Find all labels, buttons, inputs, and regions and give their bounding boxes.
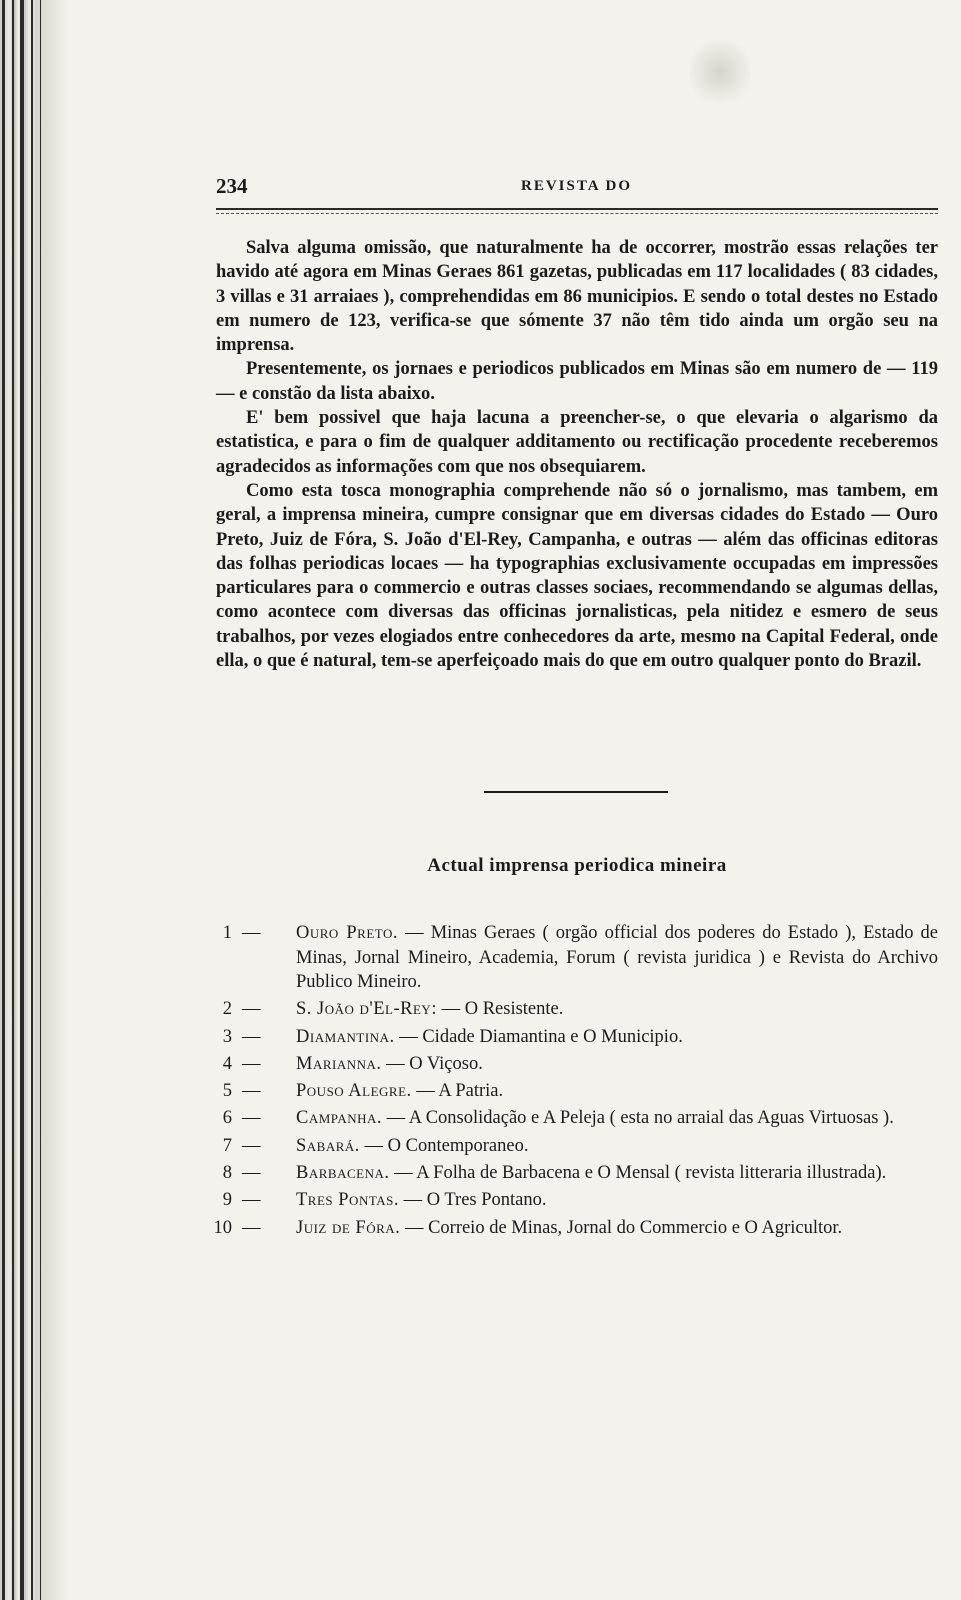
section-divider — [484, 791, 668, 793]
section-title: Actual imprensa periodica mineira — [427, 855, 727, 877]
list-item: 10 — Juiz de Fóra. — Correio de Minas, Jornal do Commercio e O Agricultor. — [216, 1216, 938, 1240]
item-place: Sabará. — [296, 1135, 360, 1156]
paragraph: E' bem possivel que haja lacuna a preencher-se, o que elevaria o algarismo da estatistica, e para o fim de qualquer additamento ou rectificação procedente receberemos agradecidos as informações com que nos obsequiarem. — [216, 408, 938, 477]
item-number: 5 — [222, 1081, 232, 1102]
item-place: Juiz de Fóra. — [296, 1217, 401, 1238]
item-text: — O Resistente. — [436, 999, 564, 1020]
item-place: Barbacena. — [296, 1163, 390, 1184]
paper-stain — [690, 40, 750, 110]
item-text: — Cidade Diamantina e O Municipio. — [394, 1026, 683, 1047]
item-number: 3 — [222, 1026, 232, 1047]
periodicals-list — [213, 921, 939, 1240]
item-number: 7 — [222, 1135, 232, 1156]
item-text: — O Tres Pontano. — [398, 1190, 547, 1211]
list-item: 6 — Campanha. — A Consolidação e A Peleja ( esta no arraial das Aguas Virtuosas ). — [216, 1106, 938, 1130]
paragraph: Salva alguma omissão, que naturalmente ha de occorrer, mostrão essas relações ter havido até agora em Minas Geraes 861 gazetas, publicadas em 117 localidades ( 83 cidades, 3 villas e 31 arraiaes ), comprehendidas em 86 municipios. E sendo o total destes no Estado em numero de 123, verifica-se que sómente 37 não têm tido ainda um orgão seu na imprensa. — [216, 238, 938, 356]
item-number: 4 — [222, 1053, 232, 1074]
item-number: 9 — [222, 1190, 232, 1211]
list-item: 9 — Tres Pontas. — O Tres Pontano. — [216, 1188, 938, 1212]
item-place: S. João d'El-Rey: — [296, 999, 437, 1020]
page-number: 234 — [216, 174, 248, 198]
item-number: 10 — [213, 1217, 232, 1238]
item-number: 6 — [222, 1108, 232, 1129]
paragraph: Presentemente, os jornaes e periodicos publicados em Minas são em numero de — 119 — e constão da lista abaixo. — [216, 359, 938, 404]
item-number: 2 — [222, 999, 232, 1020]
item-place: Campanha. — [296, 1108, 383, 1129]
item-text: — A Patria. — [411, 1081, 504, 1102]
item-place: Tres Pontas. — [296, 1190, 399, 1211]
list-item: 3 — Diamantina. — Cidade Diamantina e O Municipio. — [216, 1025, 938, 1049]
item-text: — O Contemporaneo. — [359, 1135, 529, 1156]
paragraph: Como esta tosca monographia comprehende não só o jornalismo, mas tambem, em geral, a imprensa mineira, cumpre consignar que em diversas cidades do Estado — Ouro Preto, Juiz de Fóra, S. João d'El-Rey, Campanha, e outras — além das officinas editoras das folhas periodicas locaes — ha typographias exclusivamente occupadas em impressões particulares para o commercio e outras classes sociaes, recommendando se algumas dellas, como acontece com diversas das officinas jornalisticas, pela nitidez e esmero de seus trabalhos, por vezes elogiados entre conhecedores da arte, mesmo na Capital Federal, onde ella, o que é natural, tem-se aperfeiçoado mais do que em outro qualquer ponto do Brazil. — [216, 480, 938, 672]
running-title: REVISTA DO — [521, 178, 632, 194]
header-rule — [216, 208, 938, 214]
item-text: — Correio de Minas, Jornal do Commercio e O Agricultor. — [400, 1217, 843, 1238]
item-place: Pouso Alegre. — [296, 1081, 412, 1102]
book-page — [213, 170, 939, 1243]
page-header — [216, 170, 938, 200]
list-item: 1 — Ouro Preto. — Minas Geraes ( orgão official dos poderes do Estado ), Estado de Minas, Jornal Mineiro, Academia, Forum ( revista juridica ) e Revista do Archivo Publico Mineiro. — [216, 921, 938, 994]
list-item: 4 — Marianna. — O Viçoso. — [216, 1052, 938, 1076]
item-place: Marianna. — [296, 1053, 382, 1074]
item-text: — A Consolidação e A Peleja ( esta no arraial das Aguas Virtuosas ). — [382, 1108, 894, 1129]
item-place: Ouro Preto. — [296, 923, 399, 944]
list-item: 7 — Sabará. — O Contemporaneo. — [216, 1134, 938, 1158]
item-text: — O Viçoso. — [381, 1053, 483, 1074]
list-item: 8 — Barbacena. — A Folha de Barbacena e O Mensal ( revista litteraria illustrada). — [216, 1161, 938, 1185]
body-text — [216, 236, 938, 673]
item-number: 1 — [222, 923, 232, 944]
item-place: Diamantina. — [296, 1026, 395, 1047]
item-text: — A Folha de Barbacena e O Mensal ( revista litteraria illustrada). — [389, 1163, 887, 1184]
item-number: 8 — [222, 1163, 232, 1184]
list-item: 2 — S. João d'El-Rey: — O Resistente. — [216, 997, 938, 1021]
list-item: 5 — Pouso Alegre. — A Patria. — [216, 1079, 938, 1103]
item-text: — Minas Geraes ( orgão official dos poderes do Estado ), Estado de Minas, Jornal Mineiro, Academia, Forum ( revista juridica ) e Revista do Archivo Publico Mineiro. — [296, 923, 939, 992]
book-binding — [0, 0, 70, 1600]
